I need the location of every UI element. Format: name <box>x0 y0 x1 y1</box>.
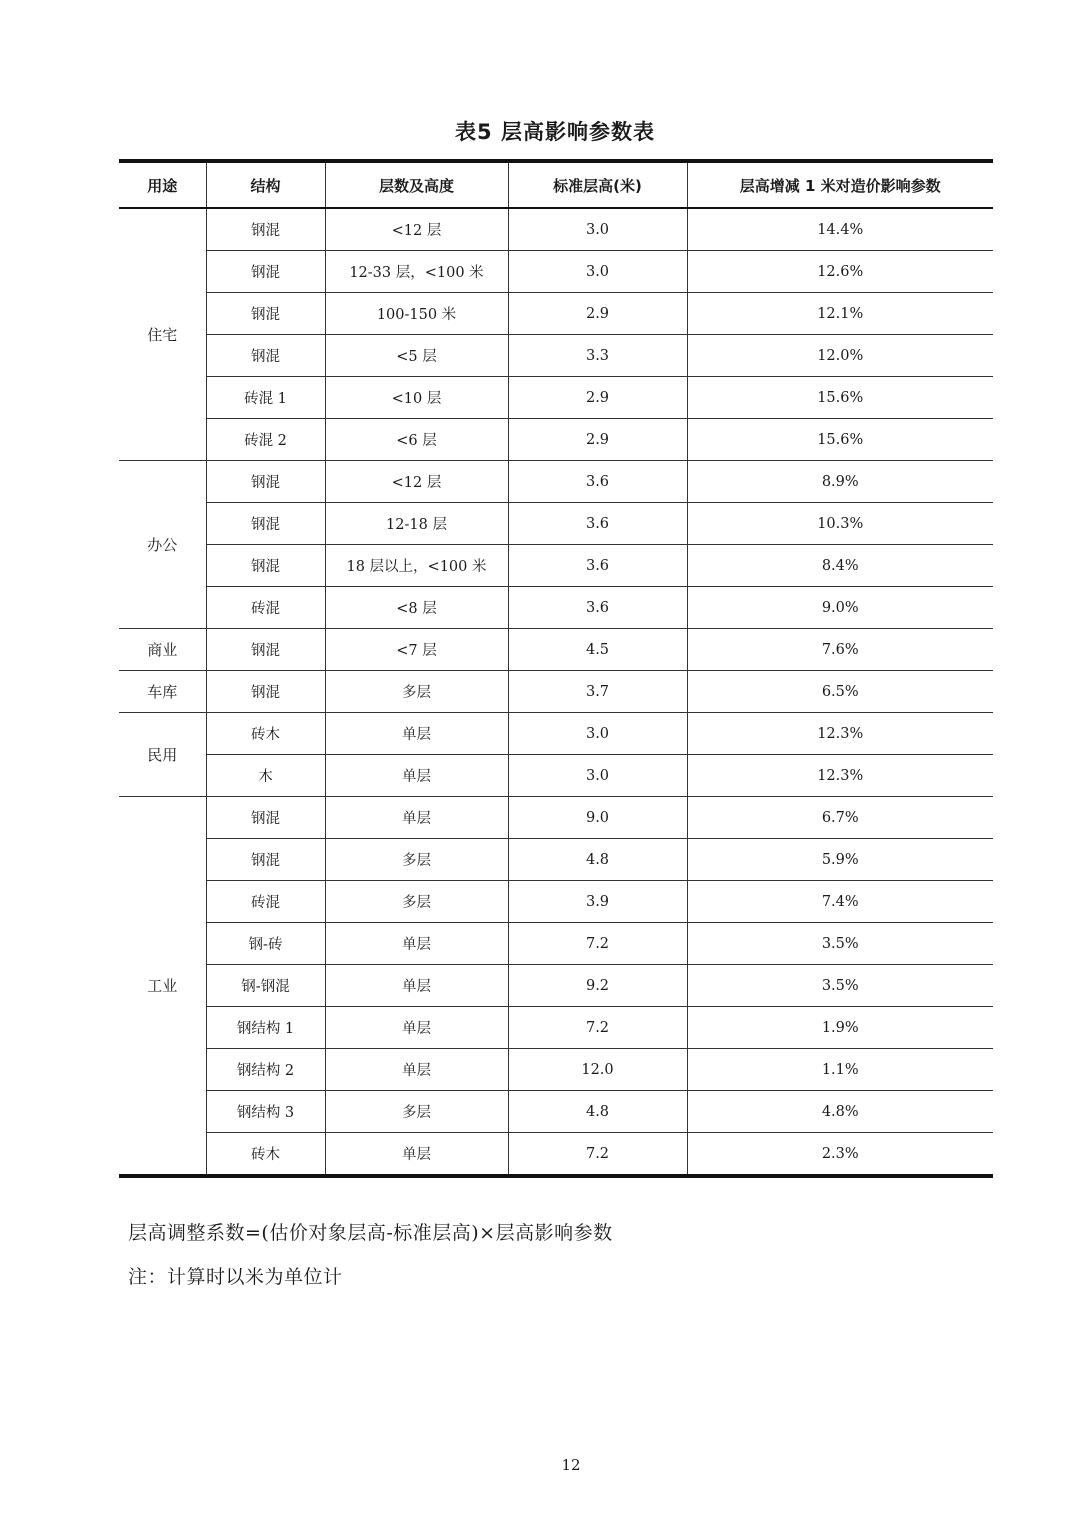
cell-param: 12.0% <box>687 335 993 377</box>
cell-floors: 12-18 层 <box>325 503 508 545</box>
table-row <box>119 335 993 377</box>
cell-standard-height: 3.3 <box>508 335 687 377</box>
cell-floors: 单层 <box>325 797 508 839</box>
table-row <box>119 797 993 839</box>
table-row <box>119 755 993 797</box>
cell-standard-height: 7.2 <box>508 923 687 965</box>
cell-floors: 单层 <box>325 1049 508 1091</box>
cell-structure: 钢混 <box>206 251 325 293</box>
cell-structure: 钢混 <box>206 208 325 251</box>
cell-structure: 钢混 <box>206 293 325 335</box>
cell-floors: <5 层 <box>325 335 508 377</box>
cell-param: 8.4% <box>687 545 993 587</box>
table-row <box>119 1049 993 1091</box>
cell-structure: 钢混 <box>206 839 325 881</box>
cell-structure: 钢混 <box>206 545 325 587</box>
cell-structure: 钢结构 2 <box>206 1049 325 1091</box>
cell-floors: 单层 <box>325 755 508 797</box>
cell-param: 2.3% <box>687 1133 993 1177</box>
cell-floors: 单层 <box>325 1133 508 1177</box>
cell-use: 商业 <box>119 629 206 671</box>
cell-param: 1.1% <box>687 1049 993 1091</box>
table-row <box>119 587 993 629</box>
cell-floors: <6 层 <box>325 419 508 461</box>
cell-structure: 砖混 <box>206 881 325 923</box>
table-row <box>119 208 993 251</box>
cell-structure: 砖混 <box>206 587 325 629</box>
cell-standard-height: 3.0 <box>508 713 687 755</box>
cell-floors: 多层 <box>325 671 508 713</box>
header-standard-height: 标准层高(米) <box>508 161 687 208</box>
cell-standard-height: 2.9 <box>508 419 687 461</box>
header-param: 层高增减 1 米对造价影响参数 <box>687 161 993 208</box>
cell-structure: 钢混 <box>206 797 325 839</box>
cell-structure: 钢混 <box>206 503 325 545</box>
cell-standard-height: 3.7 <box>508 671 687 713</box>
table-row <box>119 713 993 755</box>
table-row <box>119 629 993 671</box>
cell-param: 1.9% <box>687 1007 993 1049</box>
cell-param: 12.6% <box>687 251 993 293</box>
cell-use: 车库 <box>119 671 206 713</box>
cell-floors: 多层 <box>325 881 508 923</box>
table-row <box>119 1007 993 1049</box>
cell-floors: 单层 <box>325 923 508 965</box>
cell-floors: 12-33 层，<100 米 <box>325 251 508 293</box>
formula-text: 层高调整系数=(估价对象层高-标准层高)×层高影响参数 <box>128 1222 613 1244</box>
cell-standard-height: 7.2 <box>508 1007 687 1049</box>
cell-standard-height: 12.0 <box>508 1049 687 1091</box>
cell-standard-height: 7.2 <box>508 1133 687 1177</box>
page-number: 12 <box>561 1456 581 1474</box>
cell-structure: 砖混 2 <box>206 419 325 461</box>
cell-param: 10.3% <box>687 503 993 545</box>
cell-floors: 单层 <box>325 965 508 1007</box>
table-row <box>119 671 993 713</box>
cell-floors: <12 层 <box>325 461 508 503</box>
cell-param: 12.1% <box>687 293 993 335</box>
cell-floors: <7 层 <box>325 629 508 671</box>
cell-structure: 钢混 <box>206 629 325 671</box>
cell-param: 14.4% <box>687 208 993 251</box>
cell-param: 6.7% <box>687 797 993 839</box>
table-row <box>119 545 993 587</box>
cell-param: 15.6% <box>687 419 993 461</box>
table-row <box>119 1133 993 1177</box>
cell-structure: 钢混 <box>206 335 325 377</box>
cell-use: 工业 <box>119 797 206 1177</box>
table-row <box>119 965 993 1007</box>
cell-param: 8.9% <box>687 461 993 503</box>
table-row <box>119 419 993 461</box>
cell-standard-height: 3.6 <box>508 587 687 629</box>
cell-param: 3.5% <box>687 965 993 1007</box>
cell-floors: 100-150 米 <box>325 293 508 335</box>
cell-standard-height: 3.6 <box>508 503 687 545</box>
table-row <box>119 503 993 545</box>
cell-floors: <10 层 <box>325 377 508 419</box>
note-text: 注：计算时以米为单位计 <box>128 1266 343 1288</box>
cell-param: 3.5% <box>687 923 993 965</box>
cell-structure: 木 <box>206 755 325 797</box>
cell-standard-height: 3.6 <box>508 461 687 503</box>
cell-floors: <12 层 <box>325 208 508 251</box>
cell-param: 9.0% <box>687 587 993 629</box>
header-floors: 层数及高度 <box>325 161 508 208</box>
cell-standard-height: 4.8 <box>508 839 687 881</box>
cell-param: 12.3% <box>687 713 993 755</box>
cell-standard-height: 3.0 <box>508 251 687 293</box>
cell-floors: 单层 <box>325 713 508 755</box>
table-body <box>119 208 993 1176</box>
table-row <box>119 293 993 335</box>
cell-use: 住宅 <box>119 208 206 461</box>
cell-floors: 多层 <box>325 1091 508 1133</box>
cell-structure: 钢结构 1 <box>206 1007 325 1049</box>
cell-param: 7.4% <box>687 881 993 923</box>
cell-param: 12.3% <box>687 755 993 797</box>
cell-structure: 钢-钢混 <box>206 965 325 1007</box>
cell-structure: 砖木 <box>206 1133 325 1177</box>
cell-structure: 钢混 <box>206 671 325 713</box>
cell-use: 民用 <box>119 713 206 797</box>
cell-standard-height: 3.9 <box>508 881 687 923</box>
table-row <box>119 461 993 503</box>
cell-structure: 砖混 1 <box>206 377 325 419</box>
cell-standard-height: 9.2 <box>508 965 687 1007</box>
cell-param: 15.6% <box>687 377 993 419</box>
cell-floors: 18 层以上，<100 米 <box>325 545 508 587</box>
header-structure: 结构 <box>206 161 325 208</box>
cell-use: 办公 <box>119 461 206 629</box>
cell-standard-height: 2.9 <box>508 377 687 419</box>
cell-structure: 钢-砖 <box>206 923 325 965</box>
table-row <box>119 839 993 881</box>
cell-standard-height: 4.8 <box>508 1091 687 1133</box>
cell-standard-height: 3.6 <box>508 545 687 587</box>
table-row <box>119 1091 993 1133</box>
cell-param: 7.6% <box>687 629 993 671</box>
header-use: 用途 <box>119 161 206 208</box>
cell-standard-height: 4.5 <box>508 629 687 671</box>
table-title: 表5 层高影响参数表 <box>455 120 655 144</box>
cell-structure: 砖木 <box>206 713 325 755</box>
cell-floors: 多层 <box>325 839 508 881</box>
table-row <box>119 881 993 923</box>
cell-standard-height: 3.0 <box>508 755 687 797</box>
table-row <box>119 923 993 965</box>
cell-param: 5.9% <box>687 839 993 881</box>
cell-param: 4.8% <box>687 1091 993 1133</box>
height-parameter-table <box>119 159 993 1178</box>
cell-standard-height: 3.0 <box>508 208 687 251</box>
cell-standard-height: 2.9 <box>508 293 687 335</box>
cell-structure: 钢混 <box>206 461 325 503</box>
cell-param: 6.5% <box>687 671 993 713</box>
table-row <box>119 251 993 293</box>
cell-floors: 单层 <box>325 1007 508 1049</box>
cell-standard-height: 9.0 <box>508 797 687 839</box>
cell-floors: <8 层 <box>325 587 508 629</box>
table-row <box>119 377 993 419</box>
table-header-row <box>119 161 993 208</box>
cell-structure: 钢结构 3 <box>206 1091 325 1133</box>
